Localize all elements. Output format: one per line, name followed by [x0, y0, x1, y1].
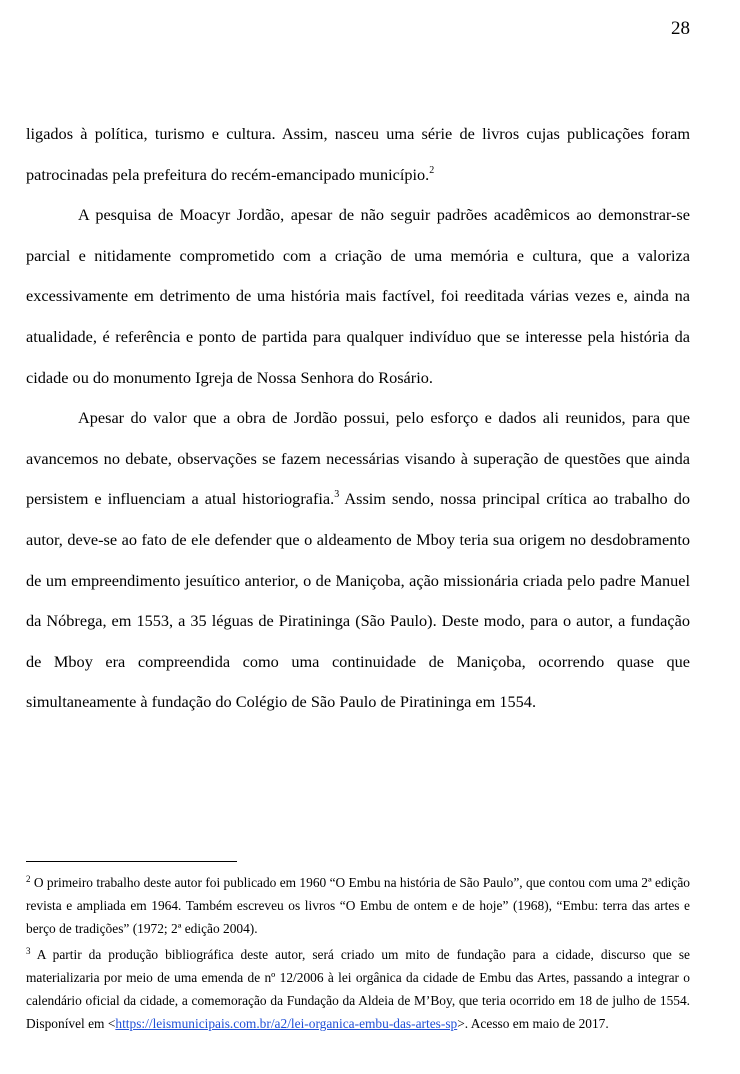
page-number: 28 — [671, 18, 690, 39]
paragraph-text: A pesquisa de Moacyr Jordão, apesar de não seguir padrões acadêmicos ao demonstrar-se parcial e nitidamente comprometido com a criação de uma memória e cultura, que a valoriza excessivamente em detrimento de uma história mais factível, foi reeditada várias vezes e, ainda na atualidade, é referência e ponto de partida para qualquer indivíduo que se interesse pela história da cidade ou do monumento Igreja de Nossa Senhora do Rosário. — [26, 205, 690, 387]
footnote-text-continued: >. Acesso em maio de 2017. — [457, 1016, 609, 1032]
footnote-text: O primeiro trabalho deste autor foi publicado em 1960 “O Embu na história de São Paulo”, que contou com uma 2ª edição revista e ampliada em 1964. Também escreveu os livros “O Embu de ontem e de hoje” (1968), “Embu: terra das artes e berço de tradições” (1972; 2ª edição 2004). — [26, 875, 690, 937]
footnote-text: A partir da produção bibliográfica deste autor, será criado um mito de fundação para a cidade, discurso que se materializaria por meio de uma emenda de nº 12/2006 à lei orgânica da cidade de Embu das Artes, passando a integrar o calendário oficial da cidade, a comemoração da Fundação da Aldeia de M’Boy, que teria ocorrido em 18 de julho de 1554. Disponível em < — [26, 946, 690, 1032]
footnote-number: 2 — [26, 874, 31, 884]
footnote-number: 3 — [26, 945, 31, 956]
paragraph-text: ligados à política, turismo e cultura. Assim, nasceu uma série de livros cujas publicações foram patrocinadas pela prefeitura do recém-emancipado município. — [26, 124, 690, 184]
paragraph-text-continued: Assim sendo, nossa principal crítica ao trabalho do autor, deve-se ao fato de ele defender que o aldeamento de Mboy teria sua origem no desdobramento de um empreendimento jesuítico anterior, o de Maniçoba, ação missionária criada pelo padre Manuel da Nóbrega, em 1553, a 35 léguas de Piratininga (São Paulo). Deste modo, para o autor, a fundação de Mboy era compreendida como uma continuidade de Maniçoba, ocorrendo quase que simultaneamente à fundação do Colégio de São Paulo de Piratininga em 1554. — [26, 489, 690, 712]
paragraph-3 — [26, 398, 690, 723]
footnote-3 — [26, 943, 690, 1036]
main-text — [26, 114, 690, 723]
footnote-ref-3[interactable]: 3 — [334, 489, 340, 501]
footnote-2 — [26, 871, 690, 941]
footnote-link[interactable]: https://leismunicipais.com.br/a2/lei-organica-embu-das-artes-sp — [115, 1016, 458, 1032]
footnote-ref-2[interactable]: 2 — [429, 164, 435, 176]
paragraph-2 — [26, 195, 690, 398]
paragraph-1 — [26, 114, 690, 195]
paragraph-text: Apesar do valor que a obra de Jordão possui, pelo esforço e dados ali reunidos, para que avancemos no debate, observações se fazem necessárias visando à superação de questões que ainda persistem e influenciam a atual historiografia. — [26, 408, 690, 509]
footnote-divider — [26, 861, 237, 862]
footnotes — [26, 871, 690, 1037]
